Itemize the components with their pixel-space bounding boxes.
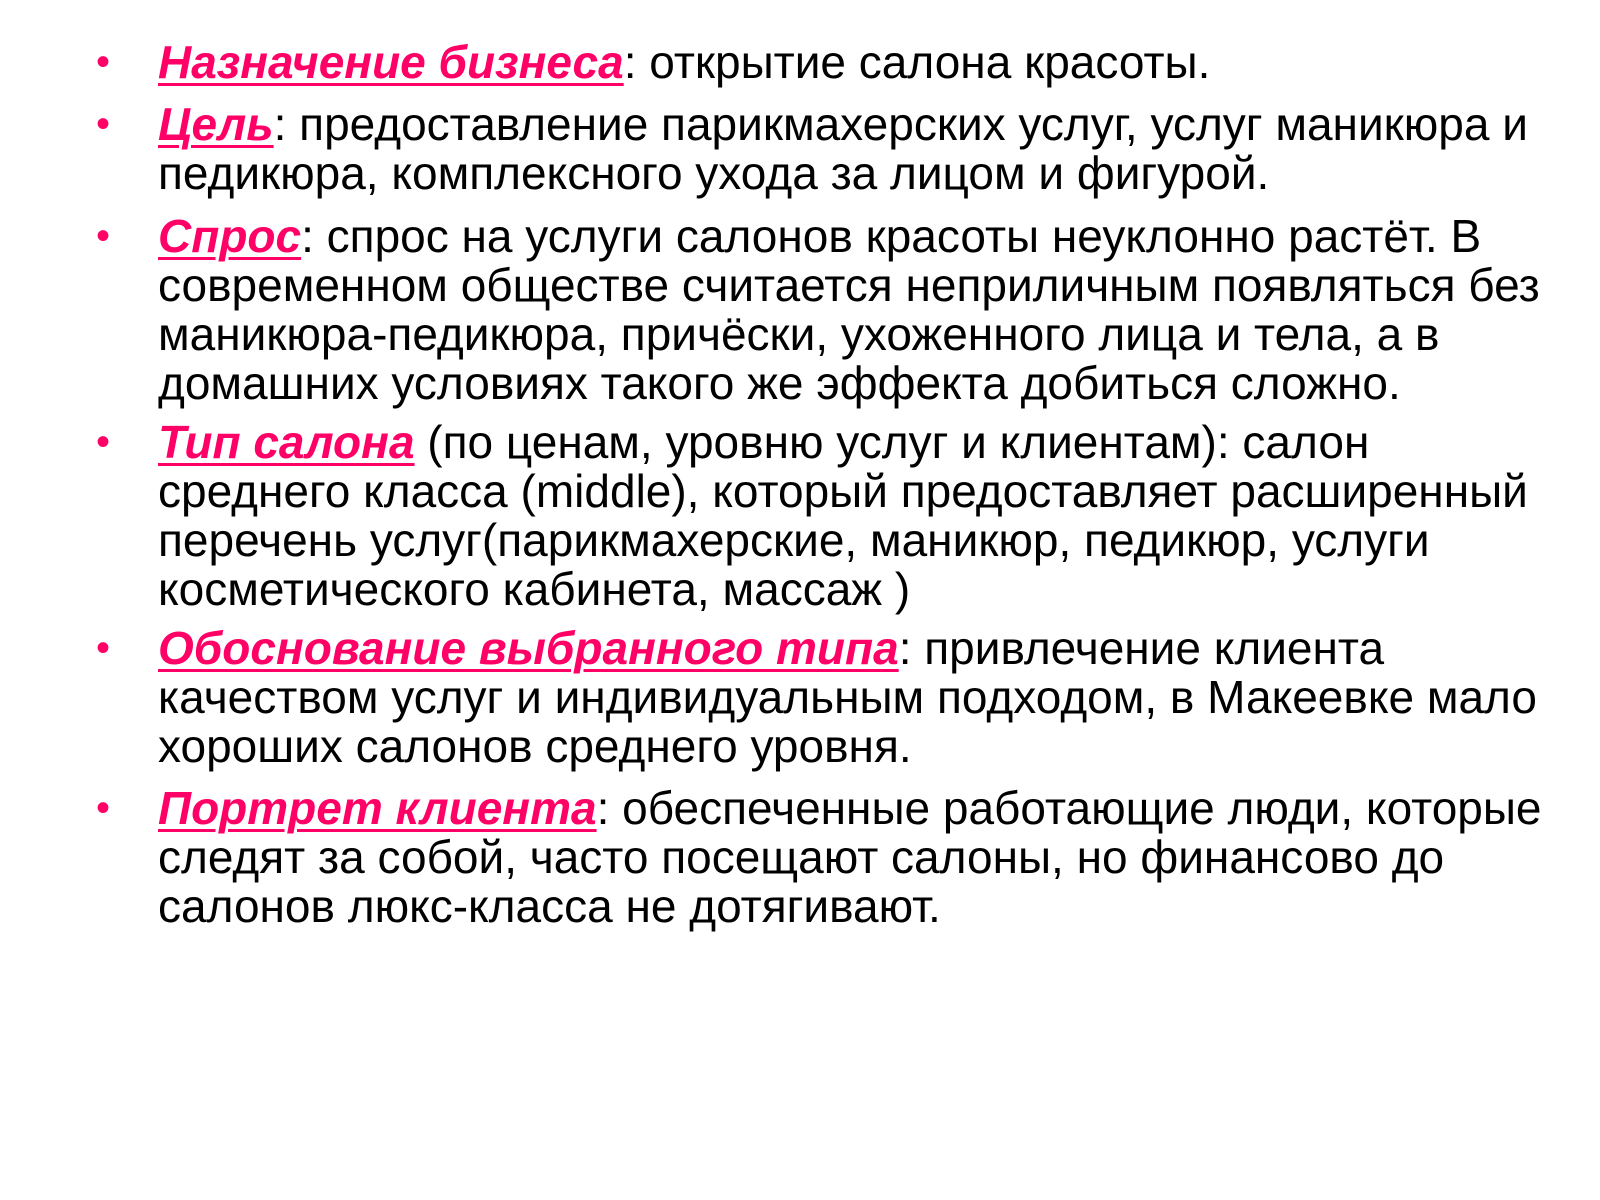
bullet-text: (по ценам, уровню услуг и клиентам): салон среднего класса (middle), который предоставляет расширенный перечень услуг(парикмахерские, маникюр, педикюр, услуги косметического кабинета, массаж ) bbox=[158, 416, 1528, 615]
bullet-term: Назначение бизнеса bbox=[158, 36, 624, 88]
bullet-marker: • bbox=[96, 786, 111, 830]
bullet-term: Портрет клиента bbox=[158, 782, 597, 834]
bullet-term: Обоснование выбранного типа bbox=[158, 622, 899, 674]
bullet-text: : спрос на услуги салонов красоты неуклонно растёт. В современном обществе считается неприличным появляться без маникюра-педикюра, причёски, ухоженного лица и тела, а в домашних условиях такого же эффекта добиться сложно. bbox=[158, 210, 1540, 409]
bullet-marker: • bbox=[96, 214, 111, 258]
bullet-term: Цель bbox=[158, 98, 274, 150]
bullet-text: : обеспеченные работающие люди, которые следят за собой, часто посещают салоны, но финансово до салонов люкс-класса не дотягивают. bbox=[158, 782, 1542, 932]
bullet-marker: • bbox=[96, 626, 111, 670]
bullet-text: : предоставление парикмахерских услуг, услуг маникюра и педикюра, комплексного ухода за лицом и фигурой. bbox=[158, 98, 1528, 199]
bullet-item-client-portrait bbox=[96, 784, 1566, 931]
bullet-item-salon-type bbox=[96, 418, 1566, 614]
bullet-item-demand bbox=[96, 212, 1566, 408]
bullet-marker: • bbox=[96, 420, 111, 464]
bullet-term: Тип салона bbox=[158, 416, 415, 468]
bullet-item-goal bbox=[96, 100, 1566, 198]
bullet-marker: • bbox=[96, 102, 111, 146]
bullet-marker: • bbox=[96, 40, 111, 84]
bullet-text: : открытие салона красоты. bbox=[623, 36, 1211, 88]
bullet-text: : привлечение клиента качеством услуг и индивидуальным подходом, в Макеевке мало хороших салонов среднего уровня. bbox=[158, 622, 1537, 772]
bullet-item-purpose bbox=[96, 38, 1566, 87]
bullet-item-justification bbox=[96, 624, 1566, 771]
bullet-term: Спрос bbox=[158, 210, 302, 262]
bullet-list bbox=[96, 38, 1566, 944]
